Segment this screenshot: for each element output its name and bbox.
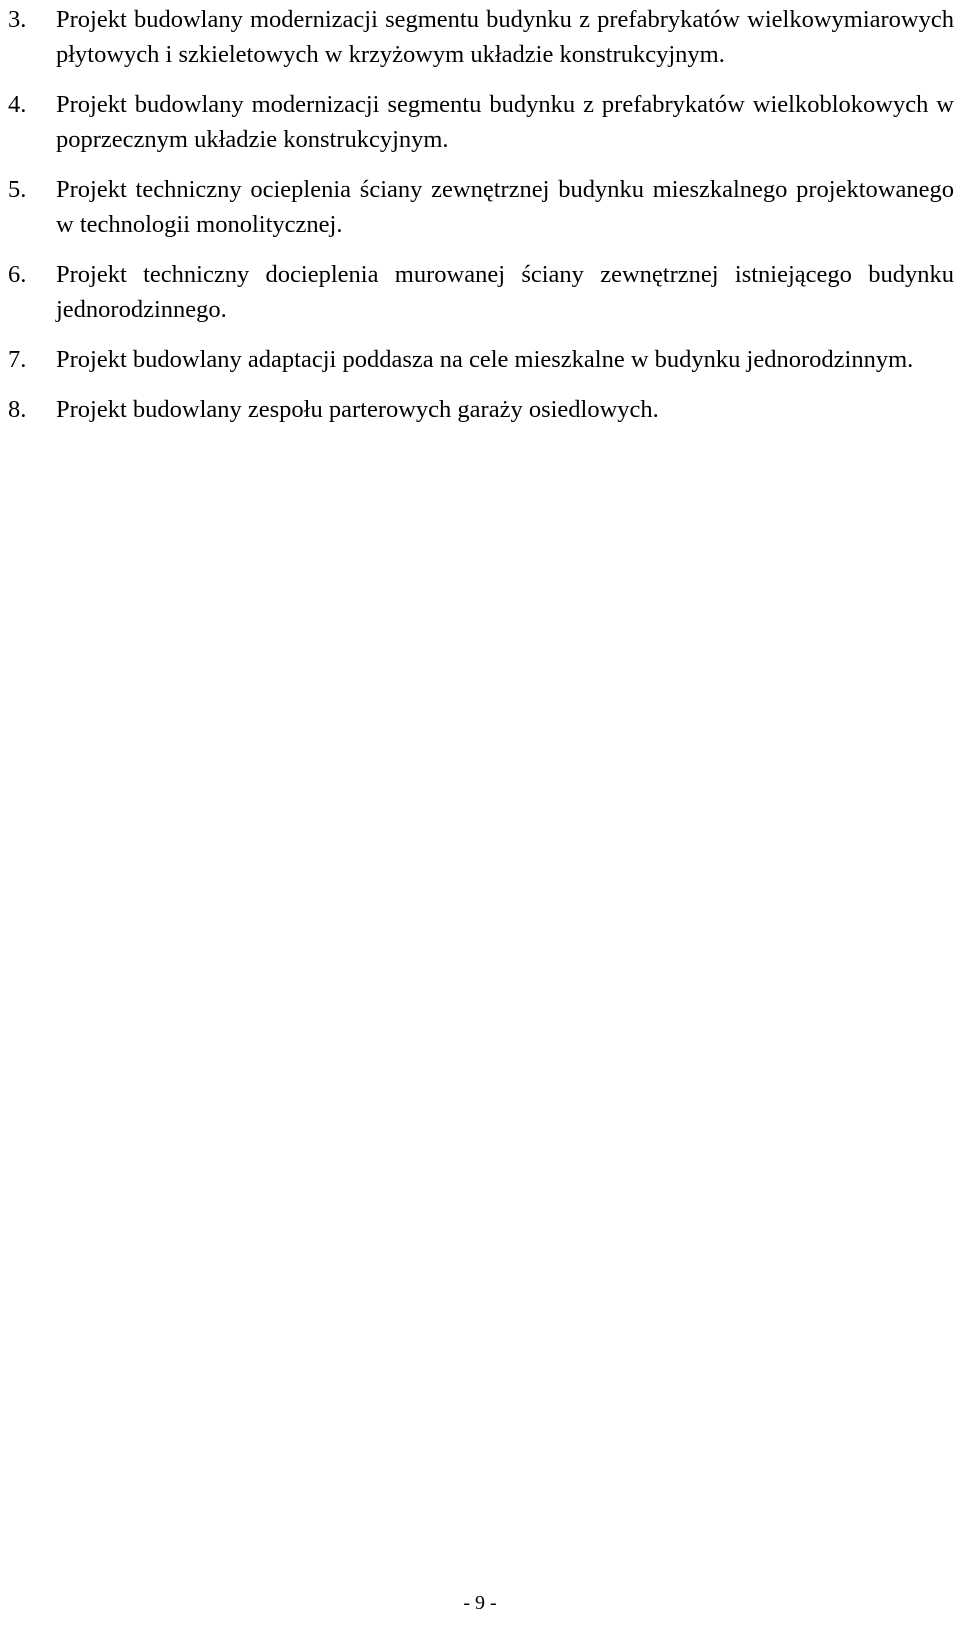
item-text: Projekt budowlany modernizacji segmentu budynku z prefabrykatów wielkowymiarowych płytowych i szkieletowych w krzyżowym układzie konstrukcyjnym. <box>56 6 954 68</box>
item-number: 3. <box>8 6 27 33</box>
item-text: Projekt techniczny docieplenia murowanej ściany zewnętrznej istniejącego budynku jednorodzinnego. <box>56 261 954 323</box>
item-number: 4. <box>8 91 27 118</box>
item-number: 7. <box>8 346 27 373</box>
item-text: Projekt budowlany modernizacji segmentu budynku z prefabrykatów wielkoblokowych w poprzecznym układzie konstrukcyjnym. <box>56 91 954 153</box>
list-item <box>8 2 954 72</box>
list-item <box>8 172 954 242</box>
list-item <box>8 257 954 327</box>
item-text: Projekt budowlany zespołu parterowych garaży osiedlowych. <box>56 396 659 423</box>
list-item <box>8 87 954 157</box>
project-list <box>8 2 954 442</box>
list-item <box>8 392 954 427</box>
list-item <box>8 342 954 377</box>
item-number: 8. <box>8 396 27 423</box>
item-number: 6. <box>8 261 27 288</box>
page-number: - 9 - <box>463 1592 497 1614</box>
item-text: Projekt techniczny ocieplenia ściany zewnętrznej budynku mieszkalnego projektowanego w technologii monolitycznej. <box>56 176 954 238</box>
item-number: 5. <box>8 176 27 203</box>
item-text: Projekt budowlany adaptacji poddasza na cele mieszkalne w budynku jednorodzinnym. <box>56 346 914 373</box>
